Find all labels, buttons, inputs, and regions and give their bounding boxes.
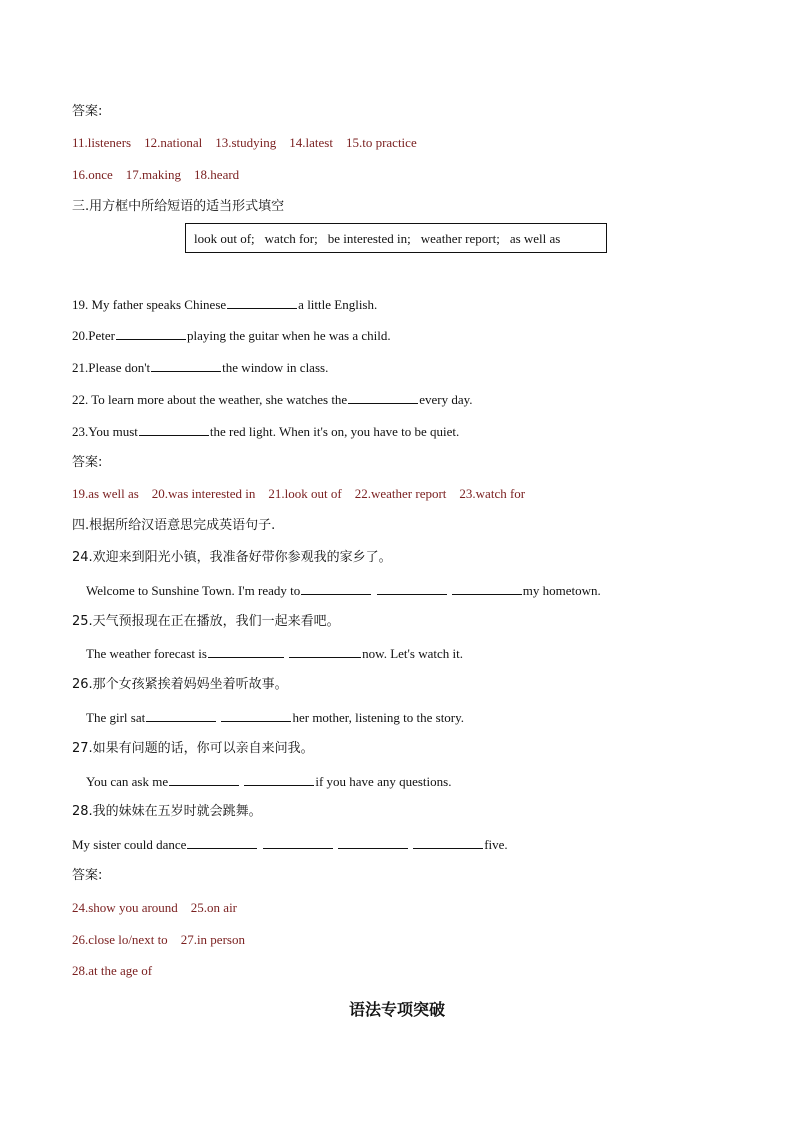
phrase-box — [185, 223, 607, 253]
answer-blank[interactable] — [244, 773, 314, 786]
phrase-item: weather report; — [420, 231, 500, 246]
answer-blank[interactable] — [338, 836, 408, 849]
answer-blank[interactable] — [227, 296, 297, 309]
question-27-cn: 27.如果有问题的话，你可以亲自来问我。 — [72, 741, 314, 756]
answer-item: 12.national — [144, 135, 203, 150]
answer-blank[interactable] — [348, 391, 418, 404]
answer-item: 14.latest — [289, 135, 333, 150]
question-25: The weather forecast is now. Let's watch it. — [86, 646, 463, 661]
answer-item: 25.on air — [190, 900, 238, 915]
phrase-item: be interested in; — [327, 231, 411, 246]
answer-label: 答案: — [72, 104, 103, 119]
answer-blank[interactable] — [452, 582, 522, 595]
question-28-cn: 28.我的妹妹在五岁时就会跳舞。 — [72, 804, 262, 819]
answer-row — [72, 167, 239, 183]
answer-blank[interactable] — [116, 327, 186, 340]
answer-blank[interactable] — [169, 773, 239, 786]
answer-item: 15.to practice — [345, 135, 417, 150]
phrase-item: look out of; — [194, 231, 255, 246]
answer-blank[interactable] — [208, 645, 284, 658]
question-21: 21.Please don't the window in class. — [72, 360, 329, 375]
answer-blank[interactable] — [151, 359, 221, 372]
answer-blank[interactable] — [377, 582, 447, 595]
answer-item: 28.at the age of — [72, 963, 153, 978]
question-27: You can ask me if you have any questions. — [86, 774, 452, 789]
answer-blank[interactable] — [139, 423, 209, 436]
answer-row — [72, 932, 245, 948]
answer-blank[interactable] — [413, 836, 483, 849]
answer-item: 16.once — [72, 167, 113, 182]
question-20: 20.Peter playing the guitar when he was a child. — [72, 328, 391, 343]
section-title: 四.根据所给汉语意思完成英语句子. — [72, 518, 276, 533]
section-title: 三.用方框中所给短语的适当形式填空 — [72, 199, 285, 214]
answer-blank[interactable] — [289, 645, 361, 658]
answer-blank[interactable] — [187, 836, 257, 849]
answer-item: 27.in person — [180, 932, 245, 947]
phrase-item: as well as — [509, 231, 561, 246]
question-22: 22. To learn more about the weather, she watches the every day. — [72, 392, 473, 407]
answer-item: 13.studying — [215, 135, 277, 150]
answer-item: 26.close lo/next to — [72, 932, 168, 947]
answer-row — [72, 900, 237, 916]
next-section-title: 语法专项突破 — [348, 1000, 445, 1019]
answer-item: 22.weather report — [354, 486, 447, 501]
question-24-cn: 24.欢迎来到阳光小镇，我准备好带你参观我的家乡了。 — [72, 550, 392, 565]
question-25-cn: 25.天气预报现在正在播放，我们一起来看吧。 — [72, 614, 340, 629]
phrase-item: watch for; — [264, 231, 318, 246]
answer-item: 20.was interested in — [151, 486, 256, 501]
answer-row — [72, 486, 525, 502]
answer-item: 24.show you around — [72, 900, 178, 915]
question-23: 23.You must the red light. When it's on, you have to be quiet. — [72, 424, 460, 439]
answer-row — [72, 135, 417, 151]
answer-blank[interactable] — [263, 836, 333, 849]
answer-label: 答案: — [72, 455, 103, 470]
answer-item: 18.heard — [194, 167, 240, 182]
question-24: Welcome to Sunshine Town. I'm ready to my hometown. — [86, 583, 601, 598]
question-28: My sister could dance five. — [72, 837, 508, 852]
answer-blank[interactable] — [301, 582, 371, 595]
answer-item: 17.making — [125, 167, 182, 182]
answer-blank[interactable] — [221, 709, 291, 722]
answer-item: 21.look out of — [268, 486, 342, 501]
answer-blank[interactable] — [146, 709, 216, 722]
answer-row — [72, 963, 152, 979]
question-19: 19. My father speaks Chinese a little English. — [72, 297, 378, 312]
answer-item: 11.listeners — [72, 135, 132, 150]
question-26-cn: 26.那个女孩紧挨着妈妈坐着听故事。 — [72, 677, 288, 692]
answer-label: 答案: — [72, 868, 103, 883]
answer-item: 23.watch for — [459, 486, 526, 501]
answer-item: 19.as well as — [72, 486, 139, 501]
question-26: The girl sat her mother, listening to the story. — [86, 710, 465, 725]
